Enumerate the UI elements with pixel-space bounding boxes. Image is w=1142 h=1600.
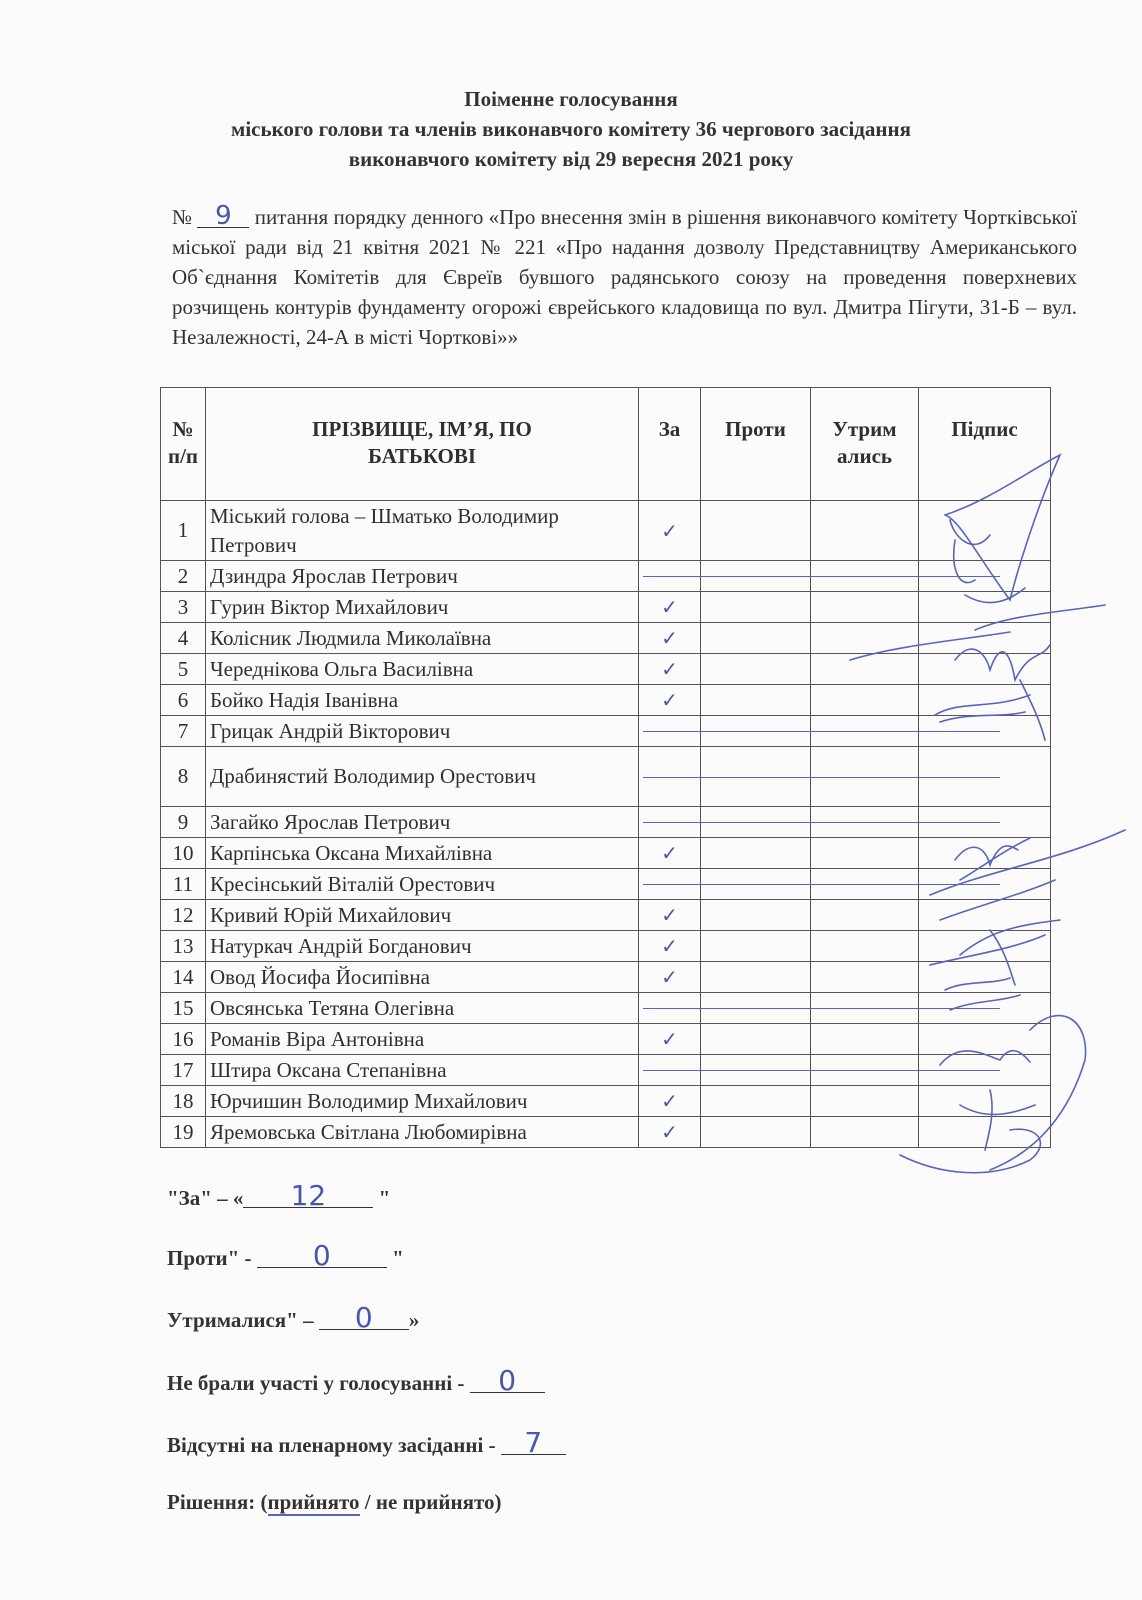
absent-dash	[639, 716, 701, 747]
signature-cell	[919, 592, 1051, 623]
absent-dash	[639, 1055, 701, 1086]
row-number: 19	[161, 1117, 206, 1148]
table-row	[161, 561, 1051, 592]
member-name: Загайко Ярослав Петрович	[206, 807, 639, 838]
signature-cell	[919, 685, 1051, 716]
row-number: 5	[161, 654, 206, 685]
totals-for	[167, 1179, 391, 1212]
vote-abstained-cell	[811, 962, 919, 993]
header-title: Поіменне голосування	[464, 87, 678, 111]
signature-cell	[919, 1117, 1051, 1148]
vote-for-check: ✓	[639, 962, 701, 993]
against-count: 0	[257, 1245, 387, 1268]
member-name: Бойко Надія Іванівна	[206, 685, 639, 716]
signature-cell	[919, 838, 1051, 869]
vote-against-cell	[701, 685, 811, 716]
decision-close: )	[494, 1490, 502, 1514]
agenda-question	[172, 202, 1077, 352]
for-count: 12	[243, 1185, 373, 1208]
vote-against-cell	[701, 654, 811, 685]
member-name: Натуркач Андрій Богданович	[206, 931, 639, 962]
absent-dash	[639, 993, 701, 1024]
member-name: Овсянська Тетяна Олегівна	[206, 993, 639, 1024]
vote-against-cell	[701, 900, 811, 931]
decision-accepted: прийнято	[267, 1490, 360, 1514]
member-name: Романів Віра Антонівна	[206, 1024, 639, 1055]
vote-against-cell	[701, 1086, 811, 1117]
table-header-row	[161, 388, 1051, 501]
row-number: 18	[161, 1086, 206, 1117]
vote-against-cell	[701, 501, 811, 561]
row-number: 7	[161, 716, 206, 747]
question-number-handwritten: 9	[197, 205, 249, 228]
vote-abstained-cell	[811, 931, 919, 962]
vote-abstained-cell	[811, 623, 919, 654]
table-row	[161, 654, 1051, 685]
absent-dash	[639, 869, 701, 900]
row-number: 17	[161, 1055, 206, 1086]
signature-cell	[919, 962, 1051, 993]
vote-table	[160, 387, 1051, 1148]
vote-against-cell	[701, 1024, 811, 1055]
member-name: Череднікова Ольга Василівна	[206, 654, 639, 685]
header-against: Проти	[701, 388, 811, 501]
header-for: За	[639, 388, 701, 501]
table-row	[161, 869, 1051, 900]
header-name: ПРІЗВИЩЕ, ІМ’Я, ПО БАТЬКОВІ	[206, 388, 639, 501]
vote-against-cell	[701, 623, 811, 654]
row-number: 2	[161, 561, 206, 592]
absent-dash	[639, 561, 701, 592]
row-number: 13	[161, 931, 206, 962]
table-row	[161, 1055, 1051, 1086]
signature-cell	[919, 654, 1051, 685]
member-name: Гурин Віктор Михайлович	[206, 592, 639, 623]
abstained-label: Утрималися" –	[167, 1308, 319, 1332]
vote-against-cell	[701, 592, 811, 623]
row-number: 6	[161, 685, 206, 716]
row-number: 11	[161, 869, 206, 900]
decision-line	[167, 1490, 502, 1515]
abstained-count: 0	[319, 1307, 409, 1330]
against-close: "	[386, 1246, 404, 1270]
header-signature: Підпис	[919, 388, 1051, 501]
member-name: Кривий Юрій Михайлович	[206, 900, 639, 931]
signature-cell	[919, 900, 1051, 931]
abstained-close: »	[408, 1308, 420, 1332]
table-row	[161, 993, 1051, 1024]
vote-abstained-cell	[811, 685, 919, 716]
table-row	[161, 685, 1051, 716]
signature-cell	[919, 623, 1051, 654]
row-number: 10	[161, 838, 206, 869]
member-name: Штира Оксана Степанівна	[206, 1055, 639, 1086]
row-number: 16	[161, 1024, 206, 1055]
member-name: Овод Йосифа Йосипівна	[206, 962, 639, 993]
table-row	[161, 501, 1051, 561]
totals-abstained	[167, 1301, 420, 1334]
vote-for-check: ✓	[639, 931, 701, 962]
table-row	[161, 592, 1051, 623]
row-number: 9	[161, 807, 206, 838]
not-voted-count: 0	[470, 1370, 545, 1393]
vote-for-check: ✓	[639, 1086, 701, 1117]
vote-against-cell	[701, 962, 811, 993]
table-row	[161, 747, 1051, 807]
table-row	[161, 807, 1051, 838]
vote-for-check: ✓	[639, 685, 701, 716]
member-name: Колісник Людмила Миколаївна	[206, 623, 639, 654]
member-name: Карпінська Оксана Михайлівна	[206, 838, 639, 869]
table-row	[161, 900, 1051, 931]
member-name: Яремовська Світлана Любомирівна	[206, 1117, 639, 1148]
vote-abstained-cell	[811, 838, 919, 869]
document-header	[0, 84, 1142, 174]
question-text: питання порядку денного «Про внесення змін в рішення виконавчого комітету Чортківської міської ради від 21 квітня 2021 № 221 «Про надання дозволу Представництву Американського Об`єднання Комітетів для Євреїв бувшого радянського союзу на проведення поверхневих розчищень контурів фундаменту огорожі єврейського кладовища по вул. Дмитра Пігути, 31-Б – вул. Незалежності, 24-А в місті Чорткові»»	[172, 205, 1078, 349]
vote-against-cell	[701, 1117, 811, 1148]
row-number: 1	[161, 501, 206, 561]
signature-cell	[919, 501, 1051, 561]
vote-abstained-cell	[811, 1117, 919, 1148]
table-row	[161, 962, 1051, 993]
absent-label: Відсутні на пленарному засіданні -	[167, 1433, 501, 1457]
row-number: 4	[161, 623, 206, 654]
vote-abstained-cell	[811, 1024, 919, 1055]
question-number-prefix: №	[172, 205, 193, 229]
totals-not-voted	[167, 1364, 545, 1397]
member-name: Дзиндра Ярослав Петрович	[206, 561, 639, 592]
row-number: 3	[161, 592, 206, 623]
vote-for-check: ✓	[639, 1024, 701, 1055]
member-name: Юрчишин Володимир Михайлович	[206, 1086, 639, 1117]
decision-rejected: не прийнято	[375, 1490, 495, 1514]
absent-dash	[639, 807, 701, 838]
signature-cell	[919, 1024, 1051, 1055]
for-close: "	[373, 1186, 391, 1210]
totals-against	[167, 1239, 404, 1272]
vote-abstained-cell	[811, 654, 919, 685]
vote-abstained-cell	[811, 592, 919, 623]
vote-abstained-cell	[811, 1086, 919, 1117]
vote-for-check: ✓	[639, 838, 701, 869]
totals-absent	[167, 1426, 566, 1459]
decision-separator: /	[359, 1490, 376, 1514]
vote-for-check: ✓	[639, 501, 701, 561]
vote-against-cell	[701, 838, 811, 869]
header-subtitle: міського голови та членів виконавчого комітету 36 чергового засідання	[231, 117, 911, 141]
vote-for-check: ✓	[639, 592, 701, 623]
vote-against-cell	[701, 931, 811, 962]
member-name: Кресінський Віталій Орестович	[206, 869, 639, 900]
table-row	[161, 1024, 1051, 1055]
absent-dash	[639, 747, 701, 807]
table-row	[161, 838, 1051, 869]
member-name: Міський голова – Шматько Володимир Петрович	[206, 501, 639, 561]
table-row	[161, 1086, 1051, 1117]
row-number: 12	[161, 900, 206, 931]
header-date-line: виконавчого комітету від 29 вересня 2021 року	[348, 147, 794, 171]
vote-for-check: ✓	[639, 1117, 701, 1148]
absent-count: 7	[501, 1432, 566, 1455]
row-number: 15	[161, 993, 206, 1024]
header-num: № п/п	[161, 388, 206, 501]
vote-abstained-cell	[811, 900, 919, 931]
vote-for-check: ✓	[639, 654, 701, 685]
signature-cell	[919, 1086, 1051, 1117]
against-label: Проти" -	[167, 1246, 257, 1270]
table-row	[161, 931, 1051, 962]
table-row	[161, 1117, 1051, 1148]
row-number: 8	[161, 747, 206, 807]
not-voted-label: Не брали участі у голосуванні -	[167, 1371, 470, 1395]
vote-abstained-cell	[811, 501, 919, 561]
table-row	[161, 623, 1051, 654]
header-abstained: Утрим ались	[811, 388, 919, 501]
row-number: 14	[161, 962, 206, 993]
vote-for-check: ✓	[639, 900, 701, 931]
table-row	[161, 716, 1051, 747]
decision-label: Рішення: (	[167, 1490, 268, 1514]
member-name: Драбинястий Володимир Орестович	[206, 747, 639, 807]
signature-cell	[919, 931, 1051, 962]
for-label: "За" – «	[167, 1186, 244, 1210]
member-name: Грицак Андрій Вікторович	[206, 716, 639, 747]
vote-table-body	[161, 501, 1051, 1148]
vote-for-check: ✓	[639, 623, 701, 654]
